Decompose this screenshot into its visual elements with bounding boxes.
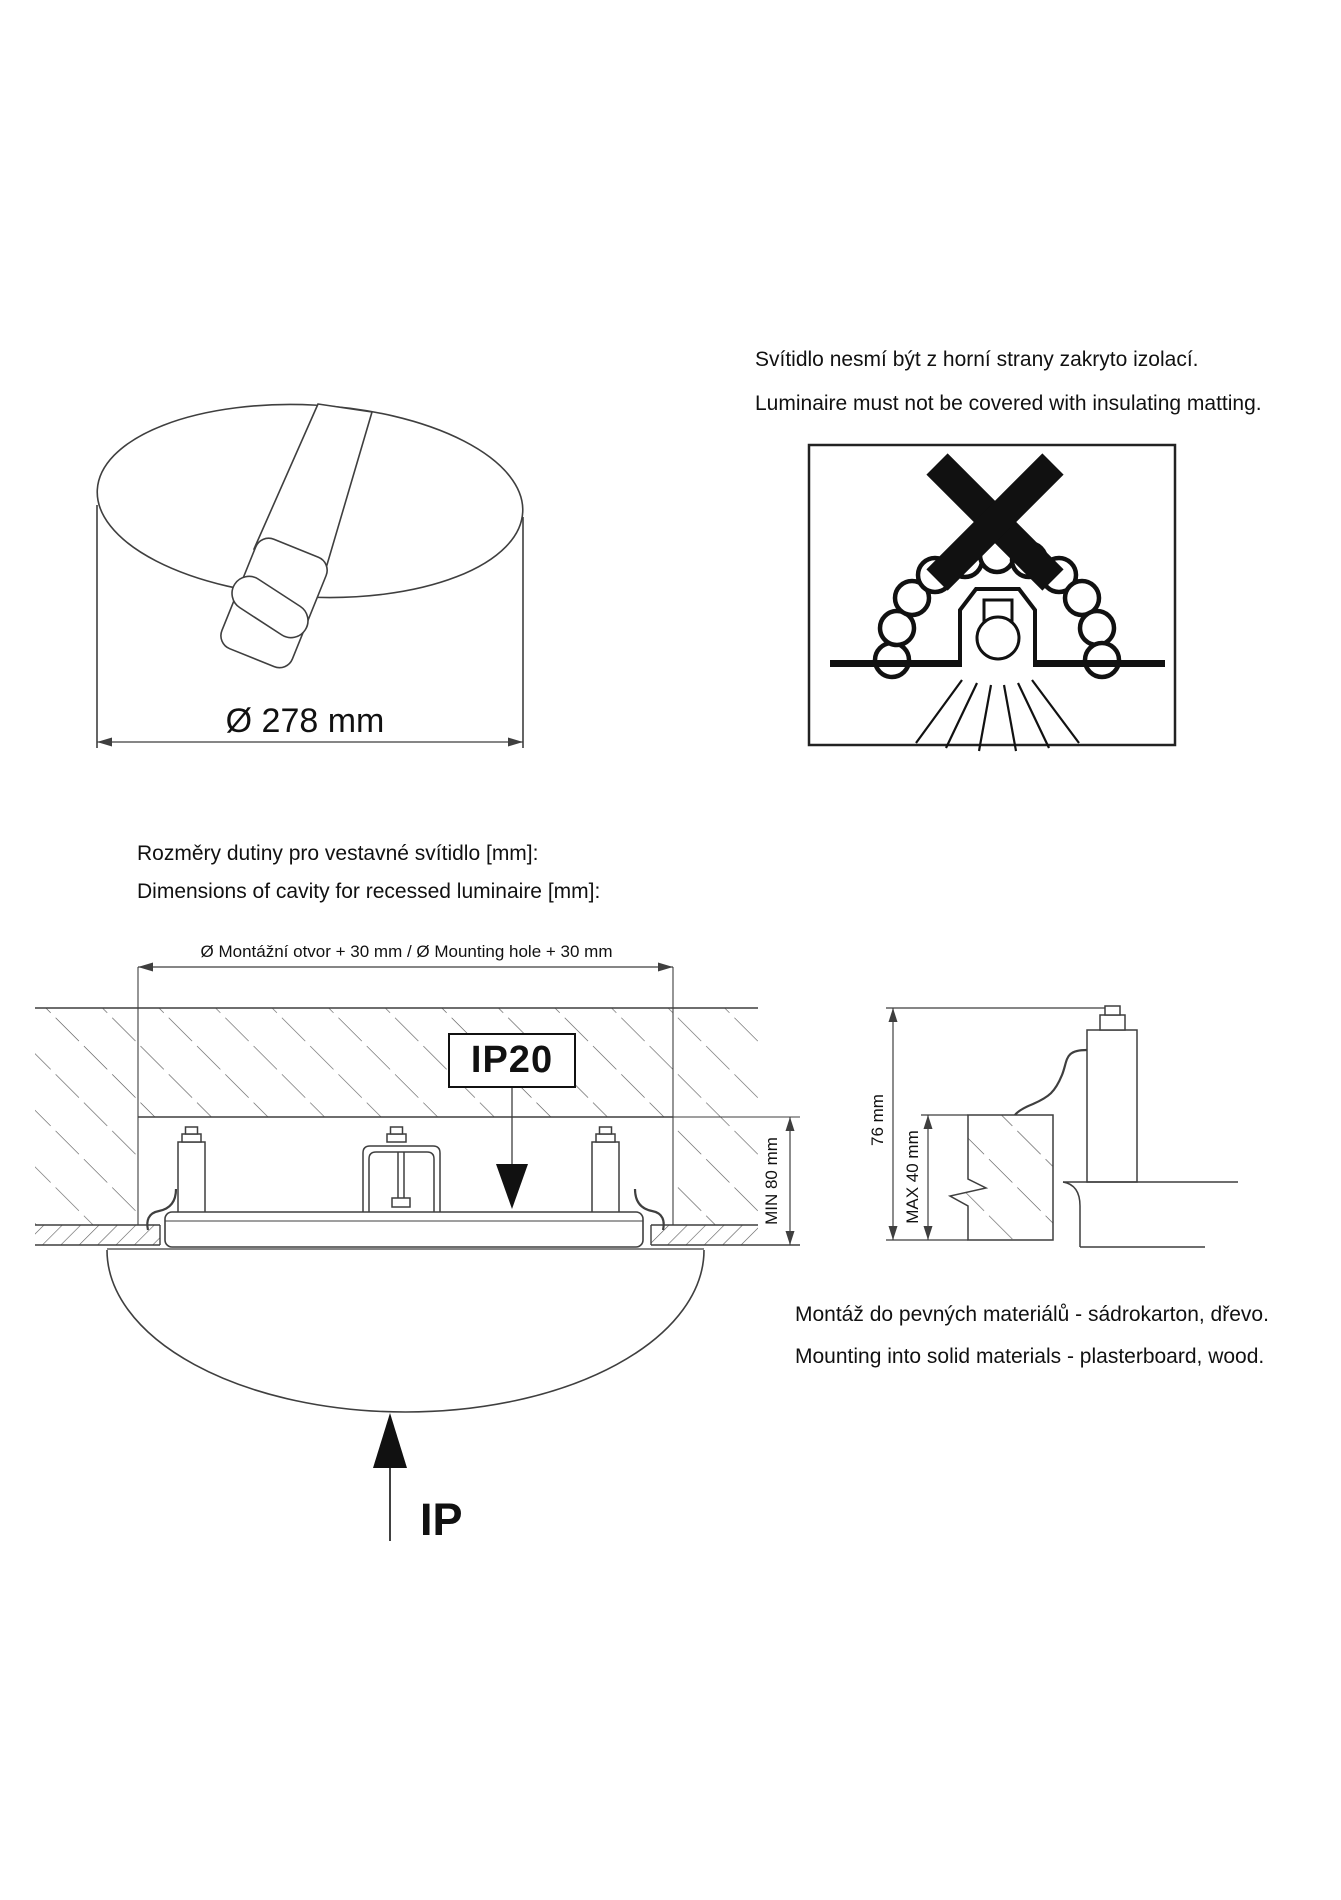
cavity-heading-en: Dimensions of cavity for recessed luminaire [mm]:	[137, 880, 601, 903]
spring-clip-side	[1015, 1050, 1087, 1115]
cavity-cross-section	[35, 963, 800, 1542]
insulation-warning-pictogram	[809, 445, 1175, 751]
cavity-heading-cz: Rozměry dutiny pro vestavné svítidlo [mm]:	[137, 842, 539, 865]
mounting-clamp	[1087, 1006, 1137, 1182]
dim-arrow-left-icon	[97, 738, 112, 747]
height-76mm-label: 76 mm	[868, 1094, 887, 1146]
plasterboard-strip-right	[651, 1225, 758, 1245]
recessed-lamp-icon	[960, 589, 1035, 667]
mounting-hole-dimension	[138, 963, 673, 972]
center-bracket	[363, 1127, 440, 1215]
glass-dome	[107, 1250, 704, 1412]
max-thickness-label: MAX 40 mm	[903, 1130, 922, 1224]
ip-arrow-label: IP	[420, 1494, 463, 1545]
wood-block	[950, 1115, 1053, 1240]
down-arrow-icon	[496, 1164, 528, 1209]
dim-arrow-right-icon	[508, 738, 523, 747]
luminaire-trim-edge	[1063, 1182, 1238, 1247]
ip-rating-badge: IP20	[448, 1033, 576, 1088]
plasterboard-strip-left	[35, 1225, 160, 1245]
perspective-view-drawing	[92, 394, 527, 748]
insulation-note-cz: Svítidlo nesmí být z horní strany zakryto izolací.	[755, 348, 1199, 371]
luminaire-base-plate	[165, 1212, 643, 1247]
diameter-dimension-label: Ø 278 mm	[225, 702, 385, 740]
mounting-note-cz: Montáž do pevných materiálů - sádrokarton, dřevo.	[795, 1303, 1269, 1326]
side-mounting-detail	[886, 1006, 1238, 1247]
min-depth-label: MIN 80 mm	[762, 1137, 781, 1225]
up-arrow-icon	[373, 1413, 407, 1541]
mounting-hole-dimension-label: Ø Montážní otvor + 30 mm / Ø Mounting hole + 30 mm	[200, 942, 613, 961]
mounting-note-en: Mounting into solid materials - plasterboard, wood.	[795, 1345, 1265, 1368]
insulation-note-en: Luminaire must not be covered with insulating matting.	[755, 392, 1262, 415]
